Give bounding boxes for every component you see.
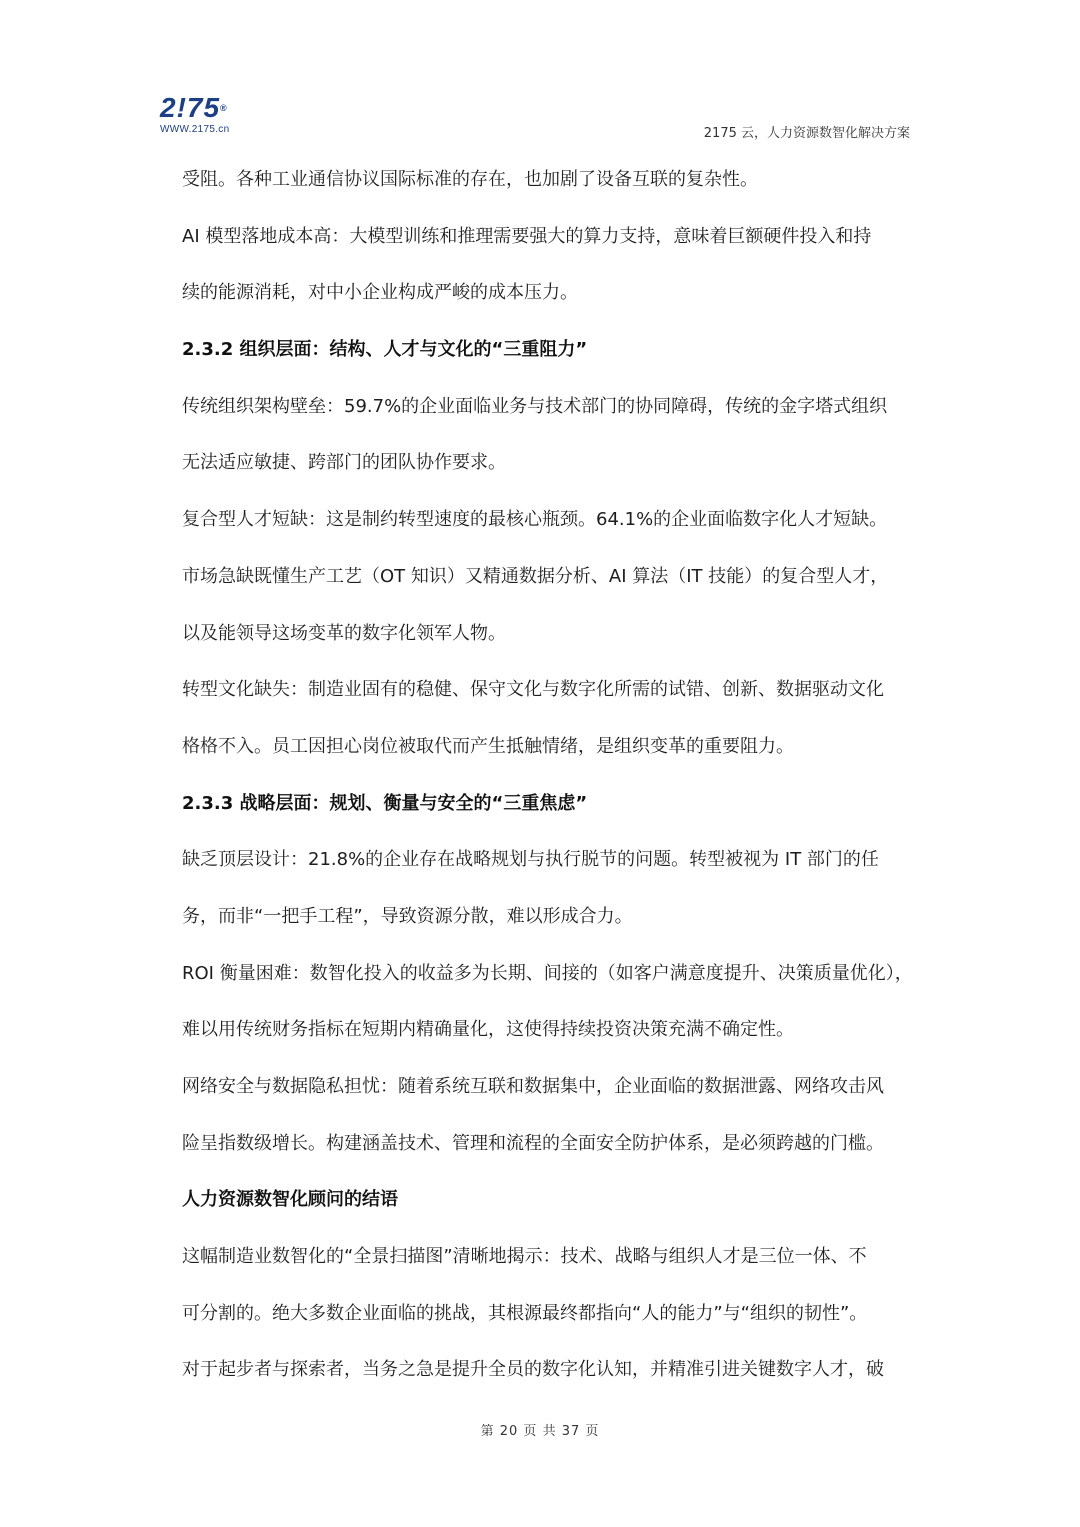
document-body	[182, 152, 922, 1399]
body-line-5: 传统组织架构壁垒：59.7%的企业面临业务与技术部门的协同障碍，传统的金字塔式组织	[182, 395, 888, 417]
page-number: 第 20 页 共 37 页	[480, 1424, 600, 1439]
company-logo	[160, 94, 250, 138]
section-heading-2-3-3: 2.3.3 战略层面：规划、衡量与安全的“三重焦虑”	[182, 792, 588, 814]
body-line-20: 这幅制造业数智化的“全景扫描图”清晰地揭示：技术、战略与组织人才是三位一体、不	[182, 1246, 867, 1268]
body-line-9: 以及能领导这场变革的数字化领军人物。	[182, 622, 506, 644]
body-line-6: 无法适应敏捷、跨部门的团队协作要求。	[182, 452, 506, 474]
body-line-3: 续的能源消耗，对中小企业构成严峻的成本压力。	[182, 282, 578, 304]
body-line-22: 对于起步者与探索者，当务之急是提升全员的数字化认知，并精准引进关键数字人才，破	[182, 1359, 884, 1381]
body-line-16: 难以用传统财务指标在短期内精确量化，这使得持续投资决策充满不确定性。	[182, 1019, 794, 1041]
body-line-2: AI 模型落地成本高：大模型训练和推理需要强大的算力支持，意味着巨额硬件投入和持	[182, 225, 872, 247]
logo-mark	[160, 94, 250, 122]
logo-url: WWW.2175.cn	[160, 124, 230, 135]
body-line-8: 市场急缺既懂生产工艺（OT 知识）又精通数据分析、AI 算法（IT 技能）的复合型人才，	[182, 565, 889, 587]
body-line-18: 险呈指数级增长。构建涵盖技术、管理和流程的全面安全防护体系，是必须跨越的门槛。	[182, 1132, 884, 1154]
section-heading-2-3-2: 2.3.2 组织层面：结构、人才与文化的“三重阻力”	[182, 339, 588, 361]
page-header-title: 2175 云，人力资源数智化解决方案	[703, 126, 910, 141]
body-line-13: 缺乏顶层设计：21.8%的企业存在战略规划与执行脱节的问题。转型被视为 IT 部门的任	[182, 849, 879, 871]
logo-mark-text: 2!75	[160, 92, 221, 123]
logo-registered-mark: ®	[220, 103, 228, 113]
body-line-10: 转型文化缺失：制造业固有的稳健、保守文化与数字化所需的试错、创新、数据驱动文化	[182, 679, 884, 701]
body-line-17: 网络安全与数据隐私担忧：随着系统互联和数据集中，企业面临的数据泄露、网络攻击风	[182, 1076, 884, 1097]
body-line-1: 受阻。各种工业通信协议国际标准的存在，也加剧了设备互联的复杂性。	[182, 169, 758, 190]
section-heading-conclusion: 人力资源数智化顾问的结语	[182, 1189, 398, 1211]
body-line-7: 复合型人才短缺：这是制约转型速度的最核心瓶颈。64.1%的企业面临数字化人才短缺。	[182, 509, 888, 531]
body-line-21: 可分割的。绝大多数企业面临的挑战，其根源最终都指向“人的能力”与“组织的韧性”。	[182, 1302, 868, 1324]
body-line-14: 务，而非“一把手工程”，导致资源分散，难以形成合力。	[182, 905, 633, 927]
body-line-11: 格格不入。员工因担心岗位被取代而产生抵触情绪，是组织变革的重要阻力。	[182, 735, 794, 757]
body-line-15: ROI 衡量困难：数智化投入的收益多为长期、间接的（如客户满意度提升、决策质量优化），	[182, 962, 913, 984]
